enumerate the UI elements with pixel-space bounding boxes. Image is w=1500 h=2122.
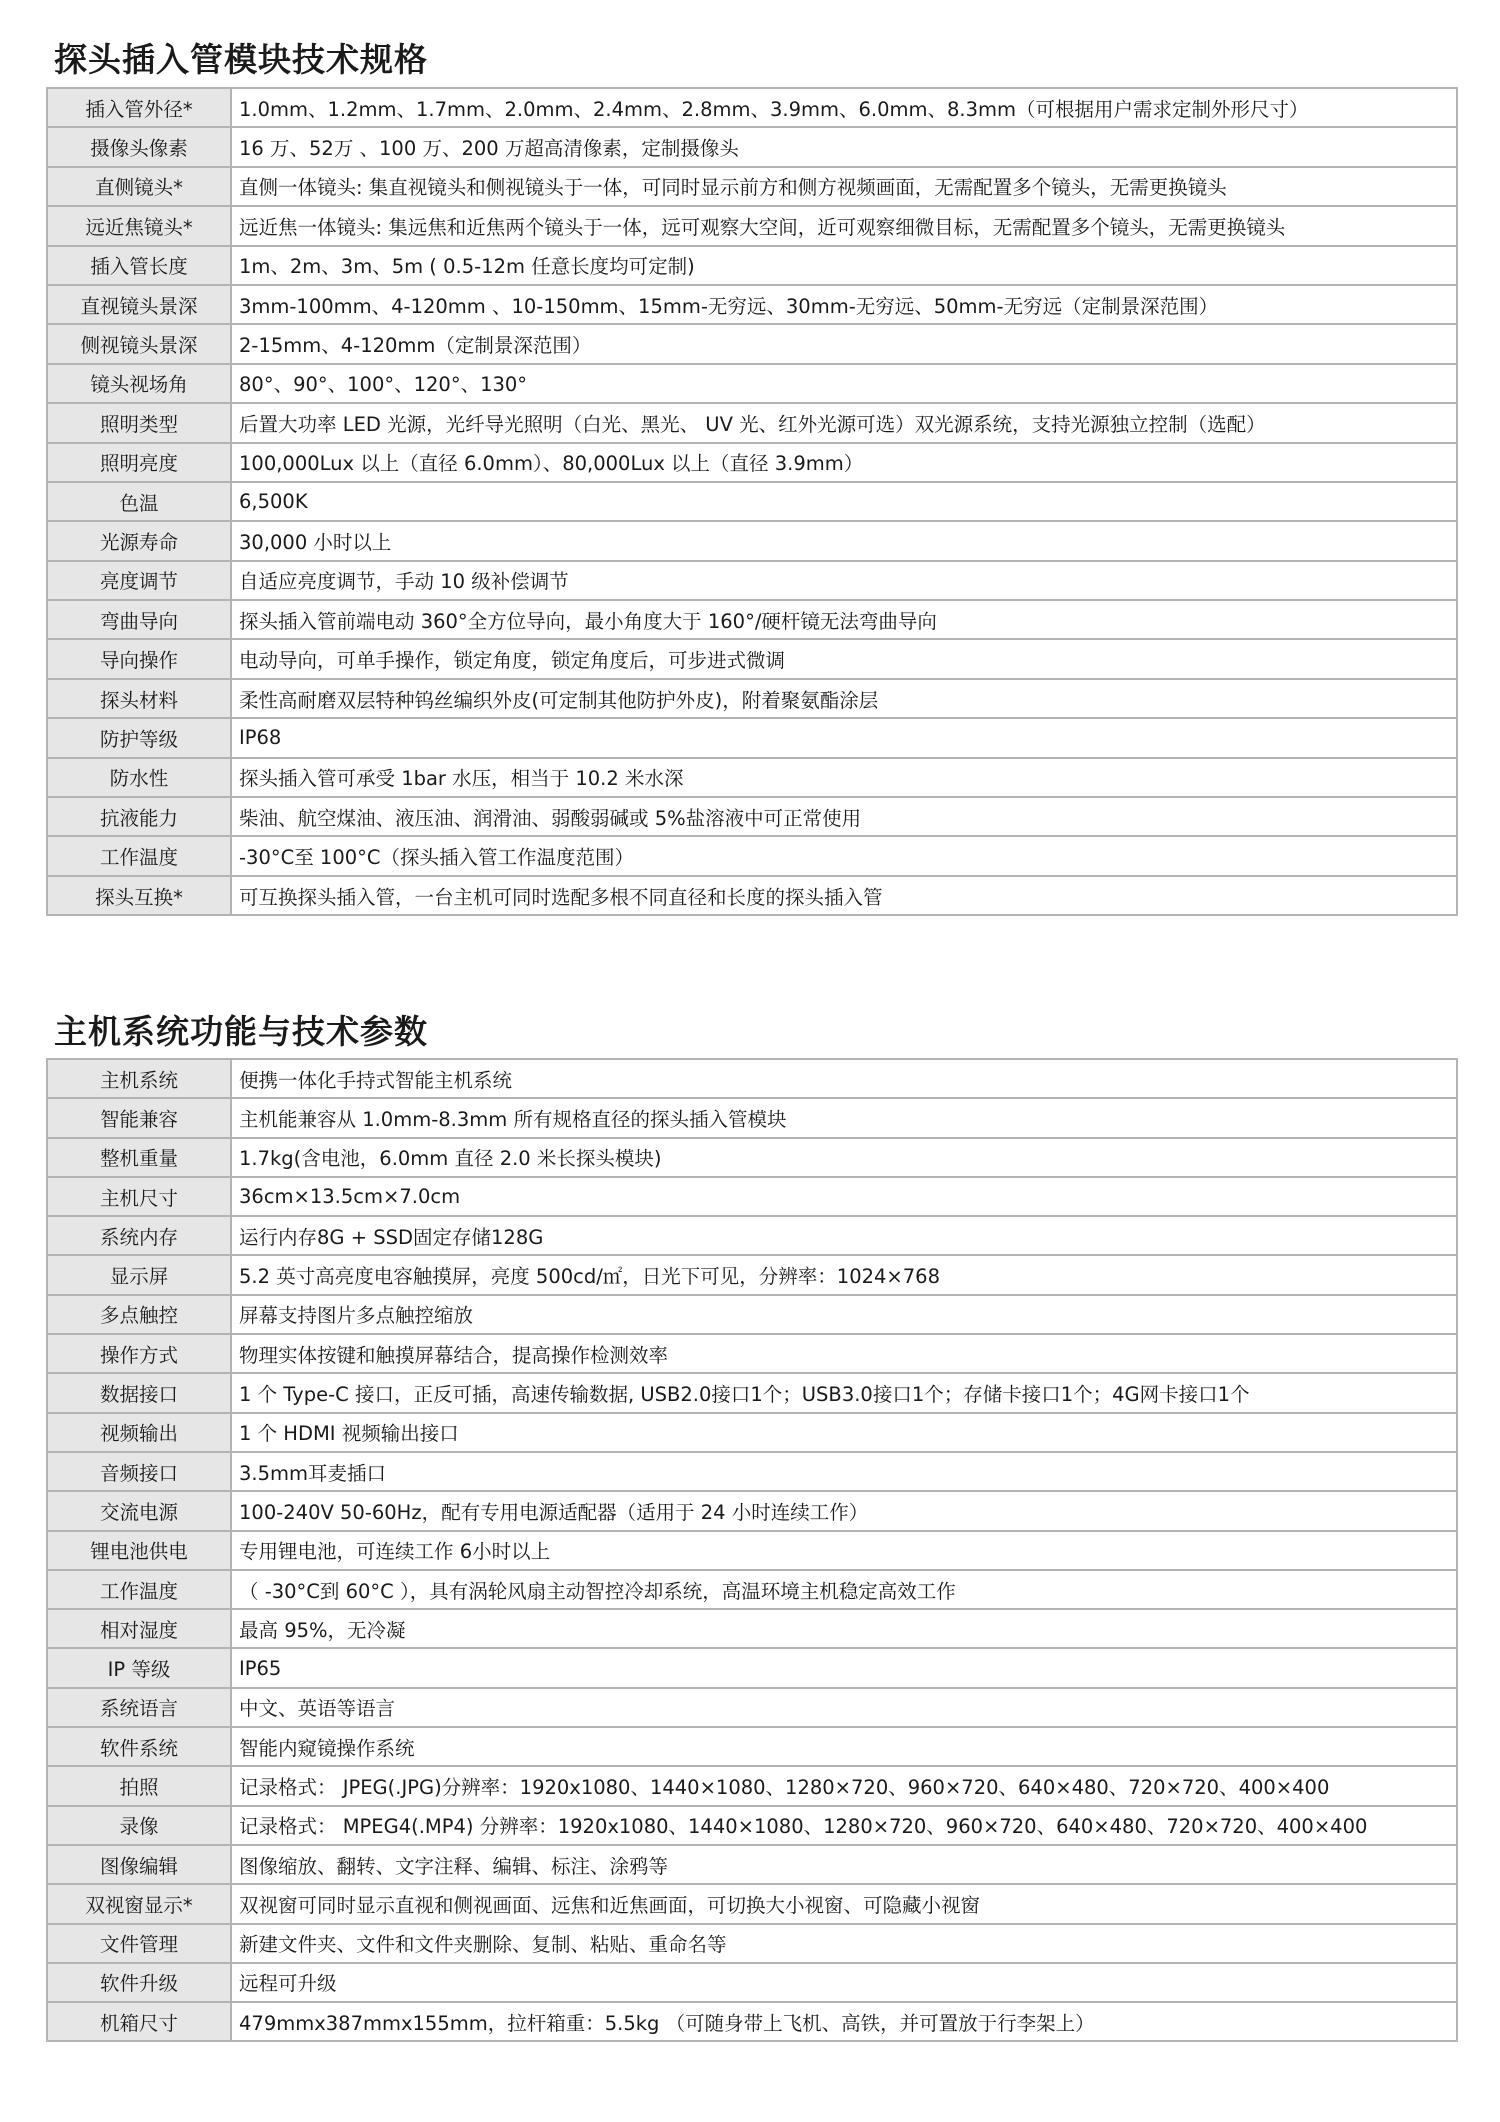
spec-label: 直侧镜头* [47,167,231,206]
table-row [47,1373,1457,1412]
table-row [47,1295,1457,1334]
spec-label: 探头互换* [47,876,231,915]
spec-value: 16 万、52万 、100 万、200 万超高清像素，定制摄像头 [231,127,1457,166]
table-row [47,364,1457,403]
spec-value: 物理实体按键和触摸屏幕结合，提高操作检测效率 [231,1334,1457,1373]
table-row [47,836,1457,875]
table-row [47,876,1457,915]
table-row [47,1334,1457,1373]
spec-label: IP 等级 [47,1648,231,1687]
spec-label: 远近焦镜头* [47,206,231,245]
spec-label: 导向操作 [47,639,231,678]
spec-label: 图像编辑 [47,1845,231,1884]
spec-value: 远程可升级 [231,1963,1457,2002]
spec-value: 记录格式： MPEG4(.MP4) 分辨率：1920x1080、1440×1080、1280×720、960×720、640×480、720×720、400×400 [231,1806,1457,1845]
table-row [47,1727,1457,1766]
spec-value: 远近焦一体镜头: 集远焦和近焦两个镜头于一体，远可观察大空间，近可观察细微目标，无需配置多个镜头，无需更换镜头 [231,206,1457,245]
table-row [47,1255,1457,1294]
spec-label: 探头材料 [47,679,231,718]
spec-value: 屏幕支持图片多点触控缩放 [231,1295,1457,1334]
spec-value: 智能内窥镜操作系统 [231,1727,1457,1766]
spec-value: 6,500K [231,482,1457,521]
spec-label: 插入管外径* [47,88,231,127]
spec-value: 自适应亮度调节，手动 10 级补偿调节 [231,561,1457,600]
spec-label: 显示屏 [47,1255,231,1294]
spec-label: 亮度调节 [47,561,231,600]
spec-value: 5.2 英寸高亮度电容触摸屏，亮度 500cd/㎡，日光下可见，分辨率：1024×768 [231,1255,1457,1294]
spec-label: 软件系统 [47,1727,231,1766]
table-row [47,561,1457,600]
spec-label: 整机重量 [47,1138,231,1177]
spec-label: 锂电池供电 [47,1531,231,1570]
spec-label: 相对湿度 [47,1609,231,1648]
spec-label: 数据接口 [47,1373,231,1412]
spec-label: 软件升级 [47,1963,231,2002]
spec-label: 插入管长度 [47,246,231,285]
spec-label: 照明亮度 [47,443,231,482]
spec-label: 色温 [47,482,231,521]
table-row [47,1098,1457,1137]
spec-value: 中文、英语等语言 [231,1688,1457,1727]
spec-value: 双视窗可同时显示直视和侧视画面、远焦和近焦画面，可切换大小视窗、可隐藏小视窗 [231,1884,1457,1923]
spec-value: 1m、2m、3m、5m ( 0.5-12m 任意长度均可定制) [231,246,1457,285]
table-row [47,1884,1457,1923]
table-row [47,1570,1457,1609]
spec-label: 拍照 [47,1766,231,1805]
spec-value: 记录格式： JPEG(.JPG)分辨率：1920x1080、1440×1080、1280×720、960×720、640×480、720×720、400×400 [231,1766,1457,1805]
spec-label: 照明类型 [47,403,231,442]
spec-label: 镜头视场角 [47,364,231,403]
spec-label: 操作方式 [47,1334,231,1373]
spec-value: 主机能兼容从 1.0mm-8.3mm 所有规格直径的探头插入管模块 [231,1098,1457,1137]
table-row [47,797,1457,836]
spec-value: 100,000Lux 以上（直径 6.0mm）、80,000Lux 以上（直径 3.9mm） [231,443,1457,482]
table-row [47,600,1457,639]
probe-module-spec-table [46,87,1458,916]
spec-value: 1 个 HDMI 视频输出接口 [231,1413,1457,1452]
spec-value: 1.7kg(含电池，6.0mm 直径 2.0 米长探头模块) [231,1138,1457,1177]
table-row [47,718,1457,757]
spec-label: 音频接口 [47,1452,231,1491]
table-row [47,1766,1457,1805]
spec-value: 1 个 Type-C 接口，正反可插，高速传输数据, USB2.0接口1个；USB3.0接口1个；存储卡接口1个；4G网卡接口1个 [231,1373,1457,1412]
spec-value: 可互换探头插入管，一台主机可同时选配多根不同直径和长度的探头插入管 [231,876,1457,915]
spec-value: 最高 95%，无冷凝 [231,1609,1457,1648]
spec-label: 侧视镜头景深 [47,324,231,363]
spec-value: 便携一体化手持式智能主机系统 [231,1059,1457,1098]
spec-value: 30,000 小时以上 [231,521,1457,560]
table-row [47,1452,1457,1491]
spec-value: 运行内存8G + SSD固定存储128G [231,1216,1457,1255]
spec-value: 探头插入管可承受 1bar 水压，相当于 10.2 米水深 [231,758,1457,797]
spec-value: 36cm×13.5cm×7.0cm [231,1177,1457,1216]
spec-label: 系统内存 [47,1216,231,1255]
table-row [47,1216,1457,1255]
spec-value: 直侧一体镜头: 集直视镜头和侧视镜头于一体，可同时显示前方和侧方视频画面，无需配置多个镜头，无需更换镜头 [231,167,1457,206]
spec-value: 图像缩放、翻转、文字注释、编辑、标注、涂鸦等 [231,1845,1457,1884]
spec-label: 弯曲导向 [47,600,231,639]
spec-value: 新建文件夹、文件和文件夹删除、复制、粘贴、重命名等 [231,1924,1457,1963]
spec-label: 录像 [47,1806,231,1845]
spec-label: 主机系统 [47,1059,231,1098]
section-title-host-system: 主机系统功能与技术参数 [54,1012,428,1051]
spec-label: 视频输出 [47,1413,231,1452]
spec-label: 交流电源 [47,1491,231,1530]
table-row [47,1806,1457,1845]
spec-label: 光源寿命 [47,521,231,560]
spec-value: 3mm-100mm、4-120mm 、10-150mm、15mm-无穷远、30mm-无穷远、50mm-无穷远（定制景深范围） [231,285,1457,324]
table-row [47,639,1457,678]
spec-label: 智能兼容 [47,1098,231,1137]
table-row [47,1963,1457,2002]
table-row [47,443,1457,482]
spec-value: 3.5mm耳麦插口 [231,1452,1457,1491]
table-row [47,1924,1457,1963]
section-title-probe-module: 探头插入管模块技术规格 [54,40,428,79]
spec-label: 摄像头像素 [47,127,231,166]
spec-label: 直视镜头景深 [47,285,231,324]
table-row [47,2002,1457,2041]
table-row [47,1177,1457,1216]
table-row [47,1531,1457,1570]
spec-label: 主机尺寸 [47,1177,231,1216]
spec-value: 2-15mm、4-120mm（定制景深范围） [231,324,1457,363]
table-row [47,127,1457,166]
spec-label: 抗液能力 [47,797,231,836]
table-row [47,324,1457,363]
table-row [47,482,1457,521]
spec-value: （ -30°C到 60°C ），具有涡轮风扇主动智控冷却系统，高温环境主机稳定高效工作 [231,1570,1457,1609]
spec-label: 机箱尺寸 [47,2002,231,2041]
spec-label: 工作温度 [47,836,231,875]
table-row [47,679,1457,718]
spec-value: IP68 [231,718,1457,757]
spec-value: 1.0mm、1.2mm、1.7mm、2.0mm、2.4mm、2.8mm、3.9mm、6.0mm、8.3mm（可根据用户需求定制外形尺寸） [231,88,1457,127]
spec-label: 双视窗显示* [47,1884,231,1923]
spec-label: 文件管理 [47,1924,231,1963]
spec-value: 100-240V 50-60Hz，配有专用电源适配器（适用于 24 小时连续工作） [231,1491,1457,1530]
spec-value: 柴油、航空煤油、液压油、润滑油、弱酸弱碱或 5%盐溶液中可正常使用 [231,797,1457,836]
spec-label: 工作温度 [47,1570,231,1609]
table-row [47,1491,1457,1530]
spec-label: 多点触控 [47,1295,231,1334]
table-row [47,1413,1457,1452]
table-row [47,206,1457,245]
table-row [47,1688,1457,1727]
spec-value: IP65 [231,1648,1457,1687]
spec-value: 探头插入管前端电动 360°全方位导向，最小角度大于 160°/硬杆镜无法弯曲导向 [231,600,1457,639]
spec-value: 柔性高耐磨双层特种钨丝编织外皮(可定制其他防护外皮)，附着聚氨酯涂层 [231,679,1457,718]
table-row [47,167,1457,206]
spec-value: 479mmx387mmx155mm，拉杆箱重：5.5kg （可随身带上飞机、高铁，并可置放于行李架上） [231,2002,1457,2041]
table-row [47,1138,1457,1177]
table-row [47,88,1457,127]
spec-value: 专用锂电池，可连续工作 6小时以上 [231,1531,1457,1570]
spec-label: 系统语言 [47,1688,231,1727]
table-row [47,246,1457,285]
spec-value: 80°、90°、100°、120°、130° [231,364,1457,403]
spec-label: 防护等级 [47,718,231,757]
table-row [47,758,1457,797]
table-row [47,521,1457,560]
table-row [47,1845,1457,1884]
spec-value: 后置大功率 LED 光源，光纤导光照明（白光、黑光、 UV 光、红外光源可选）双光源系统，支持光源独立控制（选配） [231,403,1457,442]
table-row [47,1648,1457,1687]
spec-value: 电动导向，可单手操作，锁定角度，锁定角度后，可步进式微调 [231,639,1457,678]
table-row [47,1059,1457,1098]
spec-value: -30°C至 100°C（探头插入管工作温度范围） [231,836,1457,875]
spec-label: 防水性 [47,758,231,797]
table-row [47,1609,1457,1648]
table-row [47,403,1457,442]
host-system-spec-table [46,1058,1458,2042]
table-row [47,285,1457,324]
